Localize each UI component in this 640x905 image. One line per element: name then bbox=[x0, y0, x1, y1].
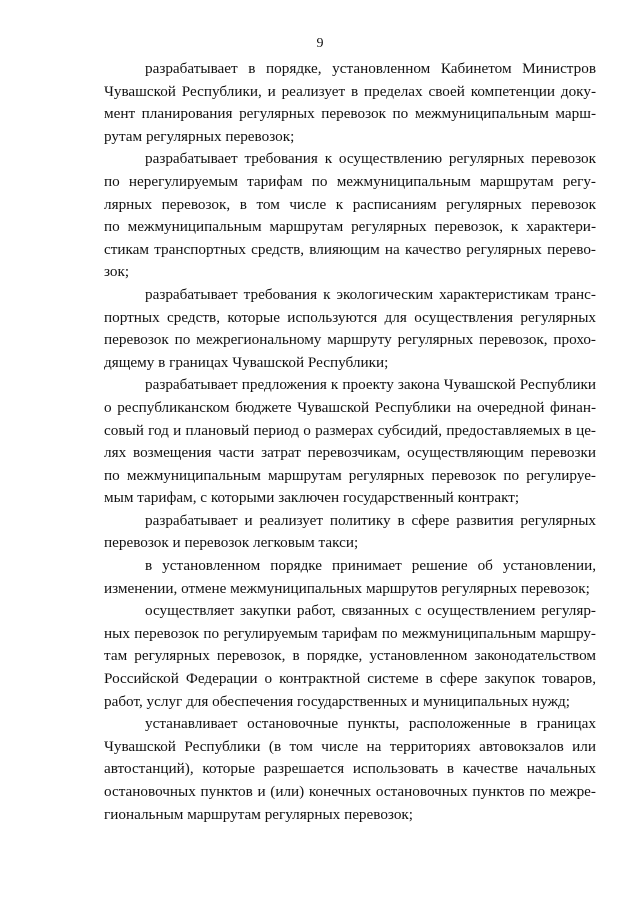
text-line: разрабатывает в порядке, установленном Кабинетом Министров bbox=[145, 60, 596, 77]
text-line: разрабатывает предложения к проекту закона Чувашской Республики bbox=[145, 376, 596, 394]
text-line: перевозок по межрегиональному маршруту регулярных перевозок, прохо- bbox=[104, 331, 596, 349]
text-line: портных средств, которые используются для осуществления регулярных bbox=[104, 308, 596, 326]
document-body bbox=[104, 58, 596, 826]
text-line: по межмуниципальным маршрутам регулярных перевозок, к характери- bbox=[104, 218, 596, 236]
text-line: Чувашской Республики (в том числе на территориях автовокзалов или bbox=[104, 737, 596, 755]
text-line: мым тарифам, с которыми заключен государственный контракт; bbox=[104, 489, 520, 507]
text-line: работ, услуг для обеспечения государственных и муниципальных нужд; bbox=[104, 692, 570, 710]
text-line: разрабатывает требования к экологическим характеристикам транс- bbox=[145, 285, 596, 303]
text-line: по нерегулируемым тарифам по межмуниципальным маршрутам регу- bbox=[104, 172, 596, 190]
page-number: 9 bbox=[316, 36, 324, 51]
text-line: Российской Федерации о контрактной системе в сфере закупок товаров, bbox=[104, 670, 596, 688]
text-line: ных перевозок по регулируемым тарифам по межмуниципальным маршру- bbox=[104, 624, 596, 642]
text-line: там регулярных перевозок, в порядке, установленном законодательством bbox=[104, 647, 596, 665]
text-line: гиональным маршрутам регулярных перевозок; bbox=[104, 805, 414, 823]
text-line: в установленном порядке принимает решение об установлении, bbox=[145, 557, 596, 575]
text-line: о республиканском бюджете Чувашской Республики на очередной финан- bbox=[104, 398, 596, 416]
text-line: совый год и плановый период о размерах субсидий, предоставляемых в це- bbox=[104, 421, 596, 439]
text-line: рутам регулярных перевозок; bbox=[104, 127, 295, 145]
text-line: мент планирования регулярных перевозок по межмуниципальным марш- bbox=[104, 105, 596, 123]
text-line: изменении, отмене межмуниципальных маршрутов регулярных перевозок; bbox=[104, 579, 590, 597]
text-line: устанавливает остановочные пункты, расположенные в границах bbox=[145, 715, 596, 733]
text-line: разрабатывает требования к осуществлению регулярных перевозок bbox=[145, 150, 596, 168]
text-line: по межмуниципальным маршрутам регулярных перевозок по регулируе- bbox=[104, 466, 596, 484]
text-line: перевозок и перевозок легковым такси; bbox=[104, 534, 359, 552]
text-line: остановочных пунктов и (или) конечных остановочных пунктов по межре- bbox=[104, 783, 596, 800]
text-line: Чувашской Республики, и реализует в пределах своей компетенции доку- bbox=[104, 82, 596, 100]
text-line: стикам транспортных средств, влияющим на качество регулярных перево- bbox=[104, 240, 596, 258]
text-line: автостанций), которые разрешается использовать в качестве начальных bbox=[104, 760, 596, 778]
text-line: осуществляет закупки работ, связанных с осуществлением регуляр- bbox=[145, 602, 596, 620]
text-line: лярных перевозок, в том числе к расписаниям регулярных перевозок bbox=[104, 195, 596, 213]
text-line: зок; bbox=[104, 263, 130, 281]
text-line: дящему в границах Чувашской Республики; bbox=[104, 353, 389, 371]
text-line: разрабатывает и реализует политику в сфере развития регулярных bbox=[145, 511, 596, 529]
text-line: лях возмещения части затрат перевозчикам, осуществляющим перевозки bbox=[104, 444, 596, 462]
